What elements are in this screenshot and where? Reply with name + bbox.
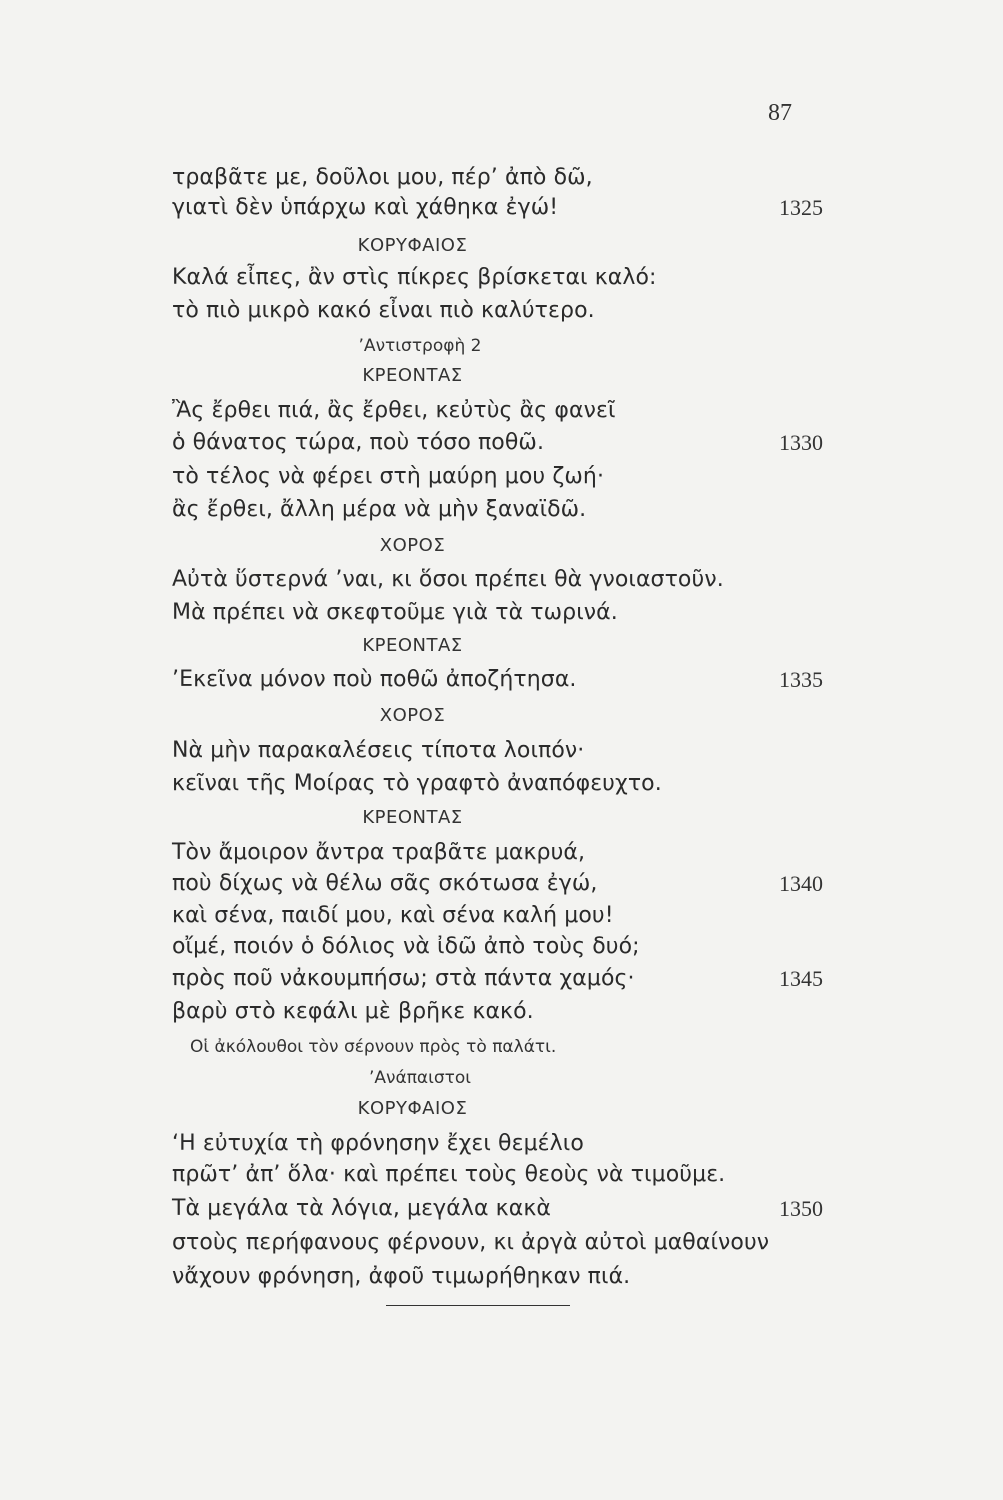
speaker-name: ΧΟΡΟΣ bbox=[379, 535, 446, 556]
speaker-name: ΚΟΡΥΦΑΙΟΣ bbox=[357, 1098, 468, 1119]
verse-line: ’Εκεῖνα μόνον ποὺ ποθῶ ἀποζήτησα. bbox=[172, 667, 577, 692]
verse-line: ἂς ἔρθει, ἄλλη μέρα νὰ μὴν ξαναϊδῶ. bbox=[172, 497, 587, 522]
line-number: 1340 bbox=[779, 871, 823, 896]
verse-line: τὸ τέλος νὰ φέρει στὴ μαύρη μου ζωή· bbox=[172, 464, 605, 489]
verse-line: Τὸν ἄμοιρον ἄντρα τραβᾶτε μακρυά, bbox=[172, 840, 586, 865]
verse-line: ποὺ δίχως νὰ θέλω σᾶς σκότωσα ἐγώ, bbox=[172, 871, 598, 896]
speaker-name: ΚΡΕΟΝΤΑΣ bbox=[362, 807, 463, 828]
verse-line: Καλά εἶπες, ἂν στὶς πίκρες βρίσκεται καλό: bbox=[172, 265, 657, 290]
verse-line: στοὺς περήφανους φέρνουν, κι ἀργὰ αὐτοὶ μαθαίνουν bbox=[172, 1230, 770, 1255]
verse-line: πρὸς ποῦ νἀκουμπήσω; στὰ πάντα χαμός· bbox=[172, 966, 635, 991]
page-number: 87 bbox=[768, 100, 792, 126]
verse-line: πρῶτ’ ἀπ’ ὅλα· καὶ πρέπει τοὺς θεοὺς νὰ τιμοῦμε. bbox=[172, 1162, 726, 1187]
speaker-name: ΚΡΕΟΝΤΑΣ bbox=[362, 365, 463, 386]
stage-direction: Οἱ ἀκόλουθοι τὸν σέρνουν πρὸς τὸ παλάτι. bbox=[190, 1037, 557, 1057]
speaker-name: ΚΟΡΥΦΑΙΟΣ bbox=[357, 235, 468, 256]
verse-line: κεῖναι τῆς Μοίρας τὸ γραφτὸ ἀναπόφευχτο. bbox=[172, 771, 662, 796]
verse-line: Αὐτὰ ὕστερνά ’ναι, κι ὅσοι πρέπει θὰ γνοιαστοῦν. bbox=[172, 567, 724, 592]
speaker-name: ΚΡΕΟΝΤΑΣ bbox=[362, 635, 463, 656]
verse-line: τὸ πιὸ μικρὸ κακό εἶναι πιὸ καλύτερο. bbox=[172, 298, 595, 323]
verse-line: ‘Η εὐτυχία τὴ φρόνησην ἔχει θεμέλιο bbox=[172, 1131, 584, 1156]
strophe-heading: ’Ανάπαιστοι bbox=[368, 1068, 472, 1088]
verse-line: Νὰ μὴν παρακαλέσεις τίποτα λοιπόν· bbox=[172, 738, 585, 763]
verse-line: Μὰ πρέπει νὰ σκεφτοῦμε γιὰ τὰ τωρινά. bbox=[172, 600, 618, 625]
line-number: 1330 bbox=[779, 430, 823, 455]
verse-line: οἴμέ, ποιόν ὁ δόλιος νὰ ἰδῶ ἀπὸ τοὺς δυό; bbox=[172, 934, 640, 959]
line-number: 1325 bbox=[779, 195, 823, 220]
verse-line: Τὰ μεγάλα τὰ λόγια, μεγάλα κακὰ bbox=[172, 1196, 551, 1221]
speaker-name: ΧΟΡΟΣ bbox=[379, 705, 446, 726]
line-number: 1350 bbox=[779, 1196, 823, 1221]
verse-line: ὁ θάνατος τώρα, ποὺ τόσο ποθῶ. bbox=[172, 430, 545, 455]
verse-line: βαρὺ στὸ κεφάλι μὲ βρῆκε κακό. bbox=[172, 999, 534, 1024]
strophe-heading: ’Αντιστροφὴ 2 bbox=[358, 336, 482, 356]
verse-line: καὶ σένα, παιδί μου, καὶ σένα καλή μου! bbox=[172, 903, 614, 928]
verse-line: γιατὶ δὲν ὑπάρχω καὶ χάθηκα ἐγώ! bbox=[172, 195, 559, 220]
line-number: 1335 bbox=[779, 667, 823, 692]
verse-line: νἄχουν φρόνηση, ἀφοῦ τιμωρήθηκαν πιά. bbox=[172, 1264, 631, 1289]
verse-line: τραβᾶτε με, δοῦλοι μου, πέρ’ ἀπὸ δῶ, bbox=[172, 165, 593, 190]
verse-line: Ἂς ἔρθει πιά, ἂς ἔρθει, κεὐτὺς ἂς φανεῖ bbox=[172, 398, 616, 423]
end-rule bbox=[386, 1305, 570, 1306]
line-number: 1345 bbox=[779, 966, 823, 991]
